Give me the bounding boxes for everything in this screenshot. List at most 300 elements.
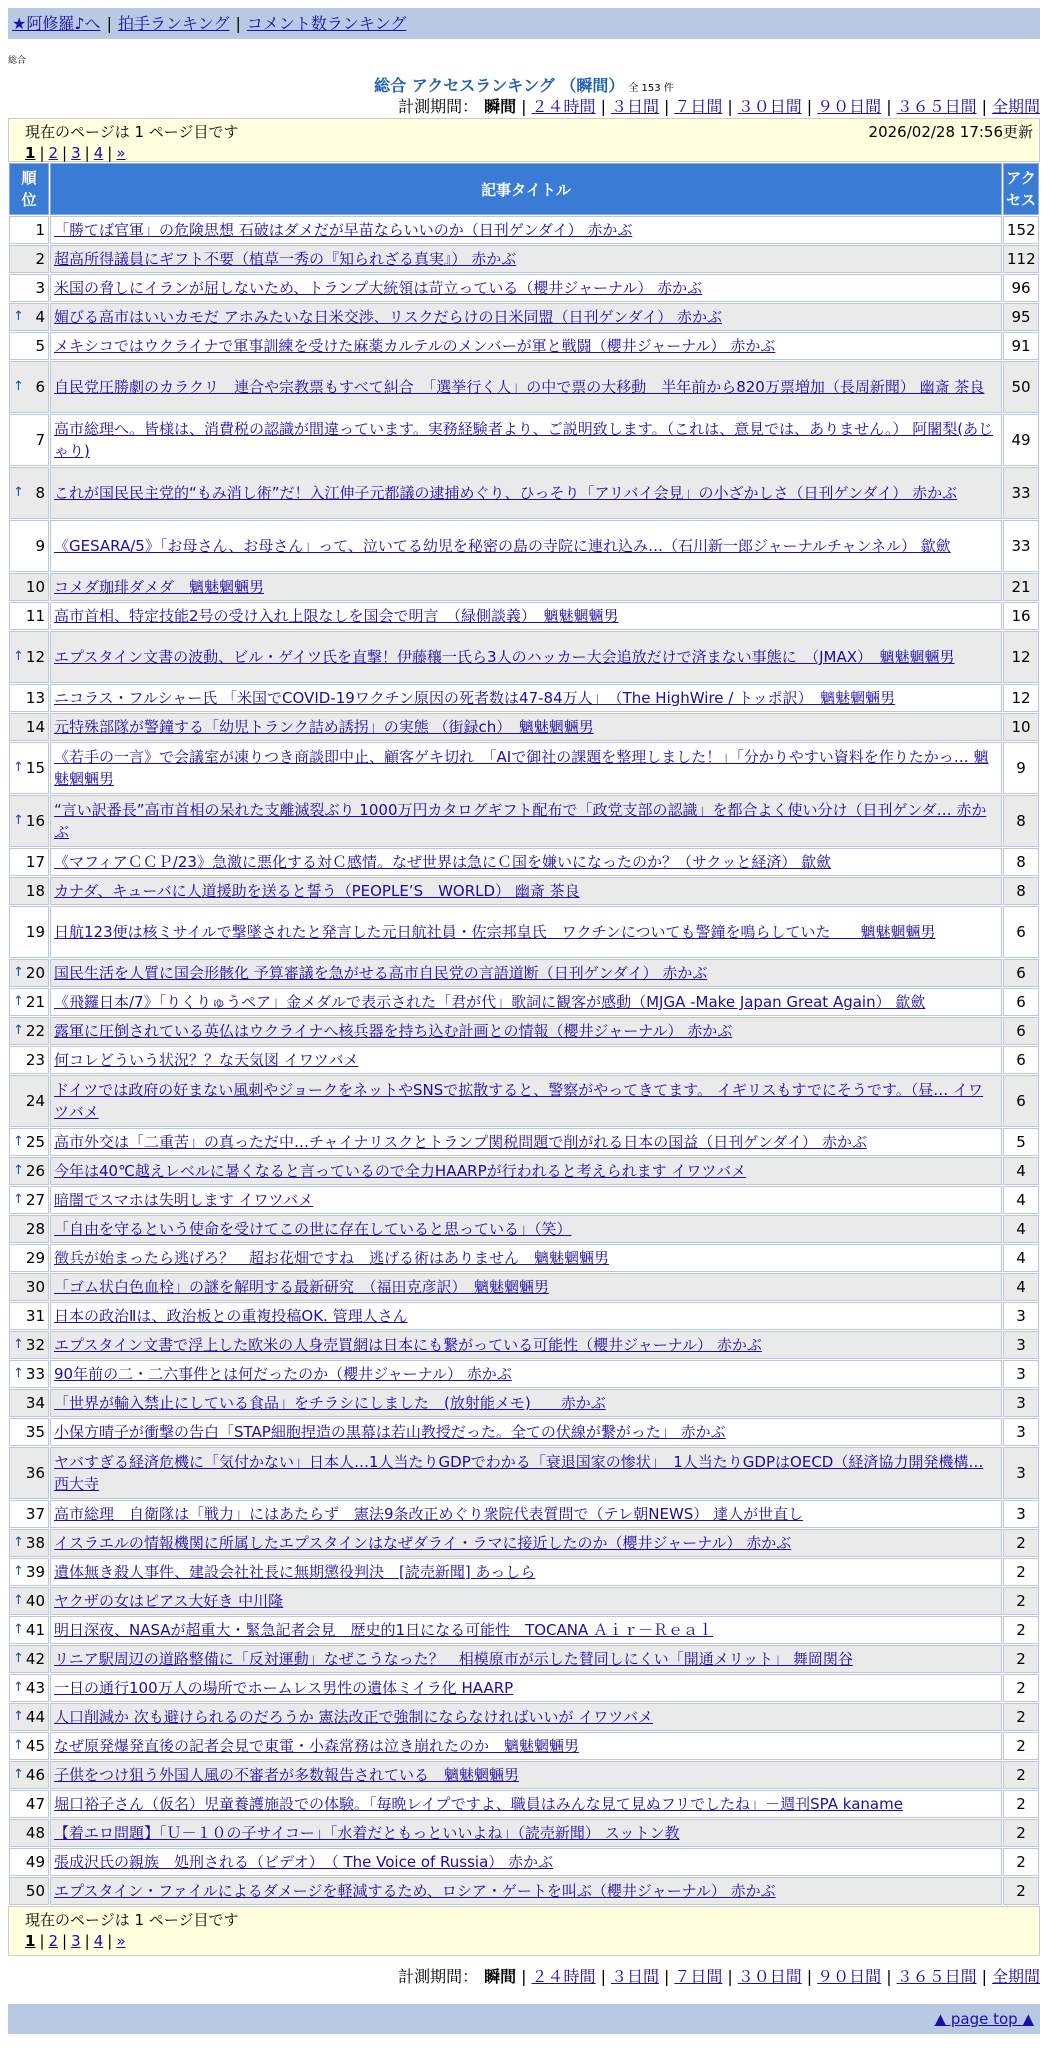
title-cell: [50, 1273, 1002, 1301]
article-link[interactable]: なぜ原発爆発直後の記者会見で東電・小森常務は泣き崩れたのか 魑魅魍魎男: [54, 1737, 580, 1755]
table-row: [9, 1587, 1039, 1615]
article-link[interactable]: メキシコではウクライナで軍事訓練を受けた麻薬カルテルのメンバーが軍と戦闘（櫻井ジャーナル） 赤かぶ: [54, 337, 776, 355]
title-cell: [50, 303, 1002, 331]
access-count: 6: [1003, 1075, 1039, 1127]
rank-number: 44: [25, 1708, 45, 1726]
article-link[interactable]: 張成沢氏の親族 処刑される（ビデオ） （ The Voice of Russia） 赤かぶ: [54, 1853, 554, 1871]
up-arrow-icon: ↑: [13, 1709, 24, 1724]
table-row: [9, 1761, 1039, 1789]
table-row: [9, 1848, 1039, 1876]
rank-cell: [9, 245, 49, 273]
rank-number: 42: [25, 1650, 45, 1668]
title-cell: [50, 1645, 1002, 1673]
article-link[interactable]: これが国民民主党的“もみ消し術”だ！入江伸子元都議の逮捕めぐり、ひっそり「アリバイ会見」の小ざかしさ（日刊ゲンダイ） 赤かぶ: [54, 484, 958, 502]
title-cell: [50, 1848, 1002, 1876]
rank-cell: [9, 1819, 49, 1847]
article-link[interactable]: 「ゴム状白色血栓」の謎を解明する最新研究 （福田克彦訳） 魑魅魍魎男: [54, 1278, 550, 1296]
rank-cell: [9, 877, 49, 905]
rank-number: 10: [25, 578, 45, 596]
rank-cell: [9, 1529, 49, 1557]
article-link[interactable]: 媚びる高市はいいカモだ アホみたいな日米交渉、リスクだらけの日米同盟（日刊ゲンダイ） 赤かぶ: [54, 308, 723, 326]
up-arrow-icon: ↑: [13, 760, 24, 775]
article-link[interactable]: 《GESARA/5》「お母さん、お母さん」って、泣いてる幼児を秘密の島の寺院に連れ込み…（石川新一郎ジャーナルチャンネル） 歙歛: [54, 537, 951, 555]
table-row: [9, 1244, 1039, 1272]
title-cell: [50, 1790, 1002, 1818]
title-cell: [50, 1761, 1002, 1789]
article-link[interactable]: 《マフィアＣＣＰ/23》急激に悪化する対Ｃ感情。なぜ世界は急にＣ国を嫌いになったのか？（サクッと経済） 歙歛: [54, 853, 832, 871]
title-cell: [50, 1046, 1002, 1074]
access-count: 2: [1003, 1761, 1039, 1789]
period-separator: |: [886, 1967, 892, 1986]
access-count: 8: [1003, 795, 1039, 847]
table-row: [9, 1877, 1039, 1905]
rank-cell: [9, 713, 49, 741]
access-count: 6: [1003, 959, 1039, 987]
up-arrow-icon: ↑: [13, 1767, 24, 1782]
article-link[interactable]: 「世界が輸入禁止にしている食品」をチラシにしました (放射能メモ) 赤かぶ: [54, 1394, 606, 1412]
period-option-link[interactable]: ３日間: [610, 97, 659, 116]
period-separator: |: [663, 1967, 670, 1986]
pager-separator: |: [39, 144, 45, 162]
rank-number: 16: [25, 812, 45, 830]
article-link[interactable]: 高市総理 自衛隊は「戦力」にはあたらず 憲法9条改正めぐり衆院代表質問で（テレ朝NEWS） 達人が世直し: [54, 1505, 804, 1523]
article-link[interactable]: 日航123便は核ミサイルで撃墜されたと発言した元日航社員・佐宗邦皇氏 ワクチンについても警鐘を鳴らしていた 魑魅魍魎男: [54, 923, 936, 941]
article-link[interactable]: 小保方晴子が衝撃の告白「STAP細胞捏造の黒幕は若山教授だった。全ての伏線が繋がった」 赤かぶ: [54, 1423, 726, 1441]
article-link[interactable]: 遺体無き殺人事件、建設会社社長に無期懲役判決 [読売新聞] あっしら: [54, 1563, 536, 1581]
article-link[interactable]: 何コレどういう状況？？な天気図 イワツバメ: [54, 1051, 359, 1069]
pager-separator: |: [84, 144, 90, 162]
rank-number: 14: [25, 718, 45, 736]
up-arrow-icon: ↑: [13, 1680, 24, 1695]
rank-cell: [9, 1157, 49, 1185]
hakushu-ranking-link[interactable]: 拍手ランキング: [117, 14, 230, 33]
pager-page-link[interactable]: 4: [93, 144, 104, 162]
up-arrow-icon: ↑: [13, 1192, 24, 1207]
article-link[interactable]: エプスタイン・ファイルによるダメージを軽減するため、ロシア・ゲートを叫ぶ（櫻井ジャーナル） 赤かぶ: [54, 1882, 776, 1900]
article-link[interactable]: イスラエルの情報機関に所属したエプスタインはなぜダライ・ラマに接近したのか（櫻井ジャーナル） 赤かぶ: [54, 1534, 792, 1552]
rank-cell: [9, 742, 49, 794]
article-link[interactable]: 暗闇でスマホは失明します イワツバメ: [54, 1191, 314, 1209]
table-row: [9, 1075, 1039, 1127]
rank-number: 29: [25, 1249, 45, 1267]
home-link[interactable]: ★阿修羅♪へ: [12, 14, 101, 33]
title-cell: [50, 1587, 1002, 1615]
article-link[interactable]: 90年前の二・二六事件とは何だったのか（櫻井ジャーナル） 赤かぶ: [54, 1365, 512, 1383]
ranking-rows: [9, 216, 1039, 1905]
category-label: 総合: [8, 56, 27, 66]
access-count: 2: [1003, 1819, 1039, 1847]
rank-cell: [9, 467, 49, 519]
title-cell: [50, 245, 1002, 273]
access-count: 8: [1003, 877, 1039, 905]
rank-number: 15: [25, 759, 45, 777]
title-cell: [50, 520, 1002, 572]
pager-separator: |: [107, 144, 113, 162]
rank-cell: [9, 1674, 49, 1702]
period-label: 計測期間：: [398, 1967, 479, 1986]
table-row: [9, 1331, 1039, 1359]
access-count: 96: [1003, 274, 1039, 302]
article-link[interactable]: 高市外交は「二重苦」の真っただ中…チャイナリスクとトランプ関税問題で削がれる日本の国益（日刊ゲンダイ） 赤かぶ: [54, 1133, 867, 1151]
access-count: 6: [1003, 1046, 1039, 1074]
rank-number: 34: [25, 1394, 45, 1412]
access-count: 12: [1003, 684, 1039, 712]
rank-number: 25: [25, 1133, 45, 1151]
title-cell: [50, 1703, 1002, 1731]
access-count: 33: [1003, 467, 1039, 519]
table-row: [9, 1529, 1039, 1557]
access-count: 2: [1003, 1558, 1039, 1586]
title-cell: [50, 1389, 1002, 1417]
rank-number: 2: [35, 250, 45, 268]
pager-separator: |: [107, 1932, 113, 1950]
title-cell: [50, 1075, 1002, 1127]
rank-cell: [9, 1790, 49, 1818]
access-count: 2: [1003, 1616, 1039, 1644]
pager-page-link[interactable]: 3: [71, 144, 81, 162]
table-row: [9, 1302, 1039, 1330]
rank-number: 40: [25, 1592, 45, 1610]
table-row: [9, 1128, 1039, 1156]
period-option-link[interactable]: ７日間: [674, 97, 723, 116]
pager-separator: |: [84, 1932, 90, 1950]
table-row: [9, 1273, 1039, 1301]
rank-cell: [9, 1273, 49, 1301]
article-link[interactable]: ドイツでは政府の好まない風刺やジョークをネットやSNSで拡散すると、警察がやってきてます。 イギリスもすでにそうです。（昼… イワツバメ: [54, 1081, 984, 1121]
up-arrow-icon: ↑: [13, 1738, 24, 1753]
rank-number: 47: [25, 1795, 45, 1813]
access-count: 4: [1003, 1244, 1039, 1272]
table-row: [9, 713, 1039, 741]
page-title: 総合 アクセスランキング （瞬間）: [374, 76, 625, 95]
article-link[interactable]: 一日の通行100万人の場所でホームレス男性の遺体ミイラ化 HAARP: [54, 1679, 514, 1697]
article-link[interactable]: 元特殊部隊が警鐘する「幼児トランク詰め誘拐」の実態 （街録ch） 魑魅魍魎男: [54, 718, 594, 736]
rank-number: 27: [25, 1191, 45, 1209]
rank-number: 17: [25, 853, 45, 871]
current-page-text: 現在のページは 1 ページ目です: [25, 123, 239, 141]
comment-ranking-link[interactable]: コメント数ランキング: [246, 14, 407, 33]
period-option-link[interactable]: ３６５日間: [896, 1967, 977, 1986]
rank-cell: [9, 795, 49, 847]
article-link[interactable]: カナダ、キューバに人道援助を送ると誓う（PEOPLE’S WORLD） 幽斎 茶良: [54, 882, 580, 900]
rank-cell: [9, 1360, 49, 1388]
table-row: [9, 1732, 1039, 1760]
rank-cell: [9, 303, 49, 331]
table-row: [9, 906, 1039, 958]
period-separator: |: [600, 97, 606, 116]
period-separator: |: [806, 97, 813, 116]
pager-current-page: 1: [25, 1932, 36, 1950]
title-column-header: 記事タイトル: [50, 163, 1002, 215]
article-link[interactable]: 明日深夜、NASAが超重大・緊急記者会見 歴史的1日になる可能性 TOCANA Ａｉｒ－Ｒｅａｌ: [54, 1621, 714, 1639]
article-link[interactable]: 【着エロ問題】「Ｕ－１０の子サイコー」「水着だともっといいよね」（読売新聞） スットン教: [54, 1824, 680, 1842]
title-cell: [50, 1244, 1002, 1272]
rank-cell: [9, 1302, 49, 1330]
access-count: 2: [1003, 1529, 1039, 1557]
table-row: [9, 1017, 1039, 1045]
access-count: 2: [1003, 1877, 1039, 1905]
article-link[interactable]: エプスタイン文書で浮上した欧米の人身売買網は日本にも繋がっている可能性（櫻井ジャーナル） 赤かぶ: [54, 1336, 762, 1354]
table-row: [9, 303, 1039, 331]
pager-next-link[interactable]: »: [116, 1932, 126, 1950]
up-arrow-icon: ↑: [13, 309, 24, 324]
up-arrow-icon: ↑: [13, 1163, 24, 1178]
nav-separator: |: [106, 14, 112, 33]
access-count: 2: [1003, 1732, 1039, 1760]
table-row: [9, 1790, 1039, 1818]
rank-cell: [9, 1616, 49, 1644]
rank-cell: [9, 906, 49, 958]
article-link[interactable]: 超高所得議員にギフト不要（植草一秀の『知られざる真実』） 赤かぶ: [54, 250, 517, 268]
rank-cell: [9, 1215, 49, 1243]
rank-number: 41: [25, 1621, 45, 1639]
table-row: [9, 795, 1039, 847]
rank-cell: [9, 414, 49, 466]
rank-cell: [9, 1418, 49, 1446]
table-row: [9, 1616, 1039, 1644]
period-option-link[interactable]: ３０日間: [737, 97, 802, 116]
access-count: 33: [1003, 520, 1039, 572]
rank-number: 12: [25, 648, 45, 666]
access-count: 3: [1003, 1418, 1039, 1446]
table-row: [9, 848, 1039, 876]
period-selector-top: [8, 96, 1040, 118]
rank-cell: [9, 1558, 49, 1586]
pager-page-link[interactable]: 2: [48, 144, 59, 162]
access-count: 3: [1003, 1360, 1039, 1388]
up-arrow-icon: ↑: [13, 1134, 24, 1149]
article-link[interactable]: 米国の脅しにイランが屈しないため、トランプ大統領は苛立っている（櫻井ジャーナル） 赤かぶ: [54, 279, 703, 297]
article-link[interactable]: 《飛鑼日本/7》「りくりゅうペア」金メダルで表示された「君が代」歌詞に観客が感動（MJGA -Make Japan Great Again） 歙歛: [54, 993, 926, 1011]
article-link[interactable]: リニア駅周辺の道路整備に「反対運動」なぜこうなった？ 相模原市が示した賛同しにくい「開通メリット」 舞岡関谷: [54, 1650, 853, 1668]
table-row: [9, 1157, 1039, 1185]
rank-cell: [9, 602, 49, 630]
article-link[interactable]: 「自由を守るという使命を受けてこの世に存在していると思っている」（笑）: [54, 1220, 572, 1238]
rank-number: 21: [25, 993, 45, 1011]
up-arrow-icon: ↑: [13, 1366, 24, 1381]
rank-number: 35: [25, 1423, 45, 1441]
period-option-link[interactable]: ７日間: [674, 1967, 723, 1986]
rank-number: 38: [25, 1534, 45, 1552]
title-cell: [50, 988, 1002, 1016]
access-count: 9: [1003, 742, 1039, 794]
rank-number: 39: [25, 1563, 45, 1581]
article-link[interactable]: “言い訳番長”高市首相の呆れた支離滅裂ぶり 1000万円カタログギフト配布で「政党支部の認識」を都合よく使い分け（日刊ゲンダ… 赤かぶ: [54, 801, 987, 841]
article-link[interactable]: ヤバすぎる経済危機に「気付かない」日本人…1人当たりGDPでわかる「衰退国家の惨状」 1人当たりGDPはOECD（経済協力開発機構… 西大寺: [54, 1453, 984, 1493]
article-link[interactable]: 自民党圧勝劇のカラクリ 連合や宗教票もすべて糾合 「選挙行く人」の中で票の大移動 半年前から820万票増加（長周新聞） 幽斎 茶良: [54, 378, 985, 396]
access-count: 3: [1003, 1389, 1039, 1417]
article-link[interactable]: エプスタイン文書の波動、ビル・ゲイツ氏を直撃！伊藤穰一氏ら3人のハッカー大会追放だけで済まない事態に （JMAX） 魑魅魍魎男: [54, 648, 955, 666]
access-count: 6: [1003, 1017, 1039, 1045]
rank-cell: [9, 988, 49, 1016]
title-cell: [50, 713, 1002, 741]
pager-page-link[interactable]: 2: [48, 1932, 59, 1950]
period-option-link[interactable]: 全期間: [991, 97, 1040, 116]
nav-separator: |: [235, 14, 241, 33]
access-count: 91: [1003, 332, 1039, 360]
bottom-bar: [8, 2004, 1040, 2034]
article-link[interactable]: 国民生活を人質に国会形骸化 予算審議を急がせる高市自民党の言語道断（日刊ゲンダイ） 赤かぶ: [54, 964, 708, 982]
access-count: 12: [1003, 631, 1039, 683]
rank-number: 13: [25, 689, 45, 707]
table-row: [9, 684, 1039, 712]
title-cell: [50, 1418, 1002, 1446]
rank-number: 30: [25, 1278, 45, 1296]
period-option-link[interactable]: 全期間: [991, 1967, 1040, 1986]
rank-number: 45: [25, 1737, 45, 1755]
table-row: [9, 1418, 1039, 1446]
rank-cell: [9, 631, 49, 683]
title-cell: [50, 1877, 1002, 1905]
rank-number: 9: [35, 537, 45, 555]
period-option-link[interactable]: ３日間: [610, 1967, 659, 1986]
article-link[interactable]: 高市総理へ。皆様は、消費税の認識が間違っています。実務経験者より、ご説明致します。（これは、意見では、ありません。） 阿闍梨(あじゃり): [54, 420, 994, 460]
title-cell: [50, 1732, 1002, 1760]
pager-page-link[interactable]: 3: [71, 1932, 81, 1950]
article-link[interactable]: 人口削減か 次も避けられるのだろうか 憲法改正で強制にならなければいいが イワツバメ: [54, 1708, 654, 1726]
access-count: 5: [1003, 1128, 1039, 1156]
current-page-text: 現在のページは 1 ページ目です: [25, 1911, 239, 1929]
period-option-current: 瞬間: [484, 97, 517, 116]
period-option-link[interactable]: ２４時間: [531, 1967, 596, 1986]
article-link[interactable]: 今年は40℃越えレベルに暑くなると言っているので全力HAARPが行われると考えられます イワツバメ: [54, 1162, 747, 1180]
article-link[interactable]: ニコラス・フルシャー氏 「米国でCOVID-19ワクチン原因の死者数は47-84万人」 （The HighWire / トッポ訳） 魑魅魍魎男: [54, 689, 896, 707]
rank-number: 19: [25, 923, 45, 941]
title-cell: [50, 1819, 1002, 1847]
article-link[interactable]: 「勝てば官軍」の危険思想 石破はダメだが早苗ならいいのか（日刊ゲンダイ） 赤かぶ: [54, 221, 633, 239]
table-row: [9, 1186, 1039, 1214]
title-cell: [50, 332, 1002, 360]
up-arrow-icon: ↑: [13, 485, 24, 500]
title-cell: [50, 1331, 1002, 1359]
rank-number: 18: [25, 882, 45, 900]
period-option-link[interactable]: ３０日間: [737, 1967, 802, 1986]
rank-column-header: 順位: [9, 163, 49, 215]
rank-number: 7: [35, 431, 45, 449]
title-cell: [50, 1186, 1002, 1214]
table-row: [9, 1645, 1039, 1673]
title-cell: [50, 361, 1002, 413]
rank-cell: [9, 1244, 49, 1272]
access-count: 2: [1003, 1587, 1039, 1615]
rank-cell: [9, 1017, 49, 1045]
rank-number: 11: [25, 607, 45, 625]
table-row: [9, 332, 1039, 360]
access-count: 6: [1003, 988, 1039, 1016]
title-cell: [50, 877, 1002, 905]
access-count: 3: [1003, 1447, 1039, 1499]
rank-cell: [9, 1761, 49, 1789]
period-option-link[interactable]: ９０日間: [817, 1967, 882, 1986]
table-row: [9, 1703, 1039, 1731]
access-count: 10: [1003, 713, 1039, 741]
page-top-link[interactable]: ▲ page top ▲: [934, 2010, 1034, 2028]
pager-page-link[interactable]: 4: [93, 1932, 104, 1950]
rank-cell: [9, 1703, 49, 1731]
access-count: 112: [1003, 245, 1039, 273]
rank-cell: [9, 274, 49, 302]
access-count: 16: [1003, 602, 1039, 630]
article-link[interactable]: コメダ珈琲ダメダ 魑魅魍魎男: [54, 578, 265, 596]
rank-cell: [9, 520, 49, 572]
period-option-link[interactable]: ３６５日間: [896, 97, 977, 116]
article-link[interactable]: 堀口裕子さん（仮名）児童養護施設での体験。「毎晩レイプですよ、職員はみんな見て見ぬフリでしたね」－週刊SPA kaname: [54, 1795, 903, 1813]
rank-number: 43: [25, 1679, 45, 1697]
article-link[interactable]: 高市首相、特定技能2号の受け入れ上限なしを国会で明言 （緑側談義） 魑魅魍魎男: [54, 607, 619, 625]
access-count: 2: [1003, 1703, 1039, 1731]
period-separator: |: [981, 97, 987, 116]
rank-cell: [9, 1331, 49, 1359]
title-cell: [50, 684, 1002, 712]
table-row: [9, 414, 1039, 466]
table-row: [9, 631, 1039, 683]
access-count: 2: [1003, 1848, 1039, 1876]
rank-cell: [9, 1046, 49, 1074]
period-separator: |: [600, 1967, 606, 1986]
article-link[interactable]: 露軍に圧倒されている英仏はウクライナへ核兵器を持ち込む計画との情報（櫻井ジャーナル） 赤かぶ: [54, 1022, 733, 1040]
access-count: 2: [1003, 1674, 1039, 1702]
rank-number: 5: [35, 337, 45, 355]
up-arrow-icon: ↑: [13, 1564, 24, 1579]
ranking-table: [8, 162, 1040, 1906]
period-option-link[interactable]: ２４時間: [531, 97, 596, 116]
pager-separator: |: [62, 144, 68, 162]
access-count: 4: [1003, 1215, 1039, 1243]
article-link[interactable]: 子供をつけ狙う外国人風の不審者が多数報告されている 魑魅魍魎男: [54, 1766, 520, 1784]
pager-next-link[interactable]: »: [116, 144, 126, 162]
rank-number: 36: [25, 1464, 45, 1482]
page-info-top: [8, 118, 1040, 162]
access-count: 2: [1003, 1790, 1039, 1818]
rank-number: 24: [25, 1092, 45, 1110]
title-cell: [50, 795, 1002, 847]
table-row: [9, 877, 1039, 905]
rank-number: 31: [25, 1307, 45, 1325]
title-cell: [50, 848, 1002, 876]
article-link[interactable]: 日本の政治Ⅱは、政治板との重複投稿OK. 管理人さん: [54, 1307, 408, 1325]
rank-cell: [9, 1500, 49, 1528]
title-cell: [50, 1215, 1002, 1243]
rank-cell: [9, 1186, 49, 1214]
article-link[interactable]: ヤクザの女はピアス大好き 中川隆: [54, 1592, 284, 1610]
table-row: [9, 959, 1039, 987]
up-arrow-icon: ↑: [13, 1337, 24, 1352]
article-link[interactable]: 徴兵が始まったら逃げろ？ 超お花畑ですね 逃げる術はありません 魑魅魍魎男: [54, 1249, 610, 1267]
article-link[interactable]: 《若手の一言》で会議室が凍りつき商談即中止、顧客ゲキ切れ 「AIで御社の課題を整理しました！」「分かりやすい資料を作りたかっ… 魑魅魍魎男: [54, 748, 989, 788]
up-arrow-icon: ↑: [13, 813, 24, 828]
rank-cell: [9, 1075, 49, 1127]
rank-number: 4: [35, 308, 45, 326]
table-row: [9, 1447, 1039, 1499]
period-separator: |: [981, 1967, 987, 1986]
rank-cell: [9, 1877, 49, 1905]
title-cell: [50, 1360, 1002, 1388]
rank-cell: [9, 684, 49, 712]
access-column-header: アクセス: [1003, 163, 1039, 215]
rank-cell: [9, 1389, 49, 1417]
period-label: 計測期間：: [398, 97, 479, 116]
table-row: [9, 1215, 1039, 1243]
period-option-link[interactable]: ９０日間: [817, 97, 882, 116]
rank-number: 20: [25, 964, 45, 982]
rank-number: 22: [25, 1022, 45, 1040]
title-cell: [50, 1500, 1002, 1528]
access-count: 50: [1003, 361, 1039, 413]
title-cell: [50, 216, 1002, 244]
pager-separator: |: [39, 1932, 45, 1950]
access-count: 3: [1003, 1331, 1039, 1359]
title-cell: [50, 906, 1002, 958]
